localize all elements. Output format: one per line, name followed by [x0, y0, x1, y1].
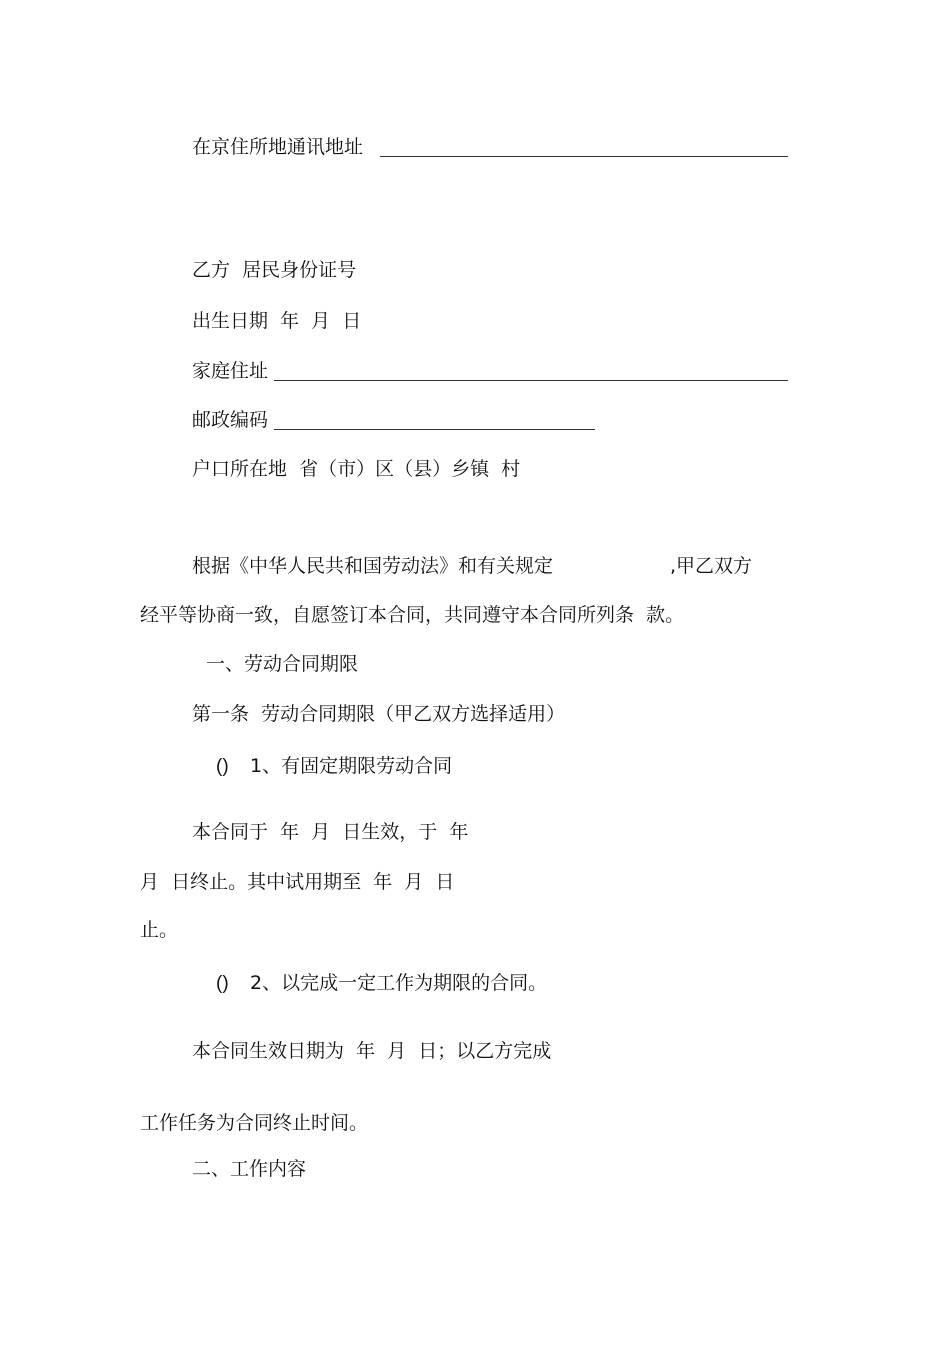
option-2-line-1: 本合同生效日期为 年 月 日；以乙方完成: [192, 1040, 552, 1062]
postal-code-blank[interactable]: [274, 429, 595, 430]
hukou-label: 户口所在地 省（市）区（县）乡镇 村: [192, 458, 521, 480]
preamble-line-2: 经平等协商一致，自愿签订本合同，共同遵守本合同所列条 款。: [140, 604, 685, 626]
birth-date-label: 出生日期 年 月 日: [192, 310, 362, 332]
option-1-line-3: 止。: [140, 919, 179, 941]
postal-code-label: 邮政编码: [192, 409, 269, 431]
option-1-label: 1、有固定期限劳动合同: [250, 755, 453, 777]
preamble-line-1-end: ,甲乙双方: [670, 555, 753, 577]
option-2-label: 2、以完成一定工作为期限的合同。: [250, 972, 548, 994]
beijing-address-label: 在京住所地通讯地址: [192, 136, 364, 158]
preamble-line-1: 根据《中华人民共和国劳动法》和有关规定: [192, 555, 554, 577]
beijing-address-blank[interactable]: [380, 156, 788, 157]
article-1: 第一条 劳动合同期限（甲乙双方选择适用）: [192, 703, 566, 725]
option-1-line-1: 本合同于 年 月 日生效，于 年: [192, 821, 469, 843]
section-1-heading: 一、劳动合同期限: [206, 653, 359, 675]
option-2-checkbox-text: (): [216, 973, 229, 994]
option-1-checkbox[interactable]: [216, 754, 229, 779]
option-2-line-2: 工作任务为合同终止时间。: [140, 1112, 369, 1134]
party-b-id-label: 乙方 居民身份证号: [192, 259, 357, 281]
option-1-checkbox-text: (): [216, 756, 229, 777]
home-address-blank[interactable]: [274, 380, 788, 381]
option-2-checkbox[interactable]: [216, 971, 229, 996]
home-address-label: 家庭住址: [192, 360, 269, 382]
section-2-heading: 二、工作内容: [192, 1158, 307, 1180]
option-1-line-2: 月 日终止。其中试用期至 年 月 日: [140, 871, 455, 893]
